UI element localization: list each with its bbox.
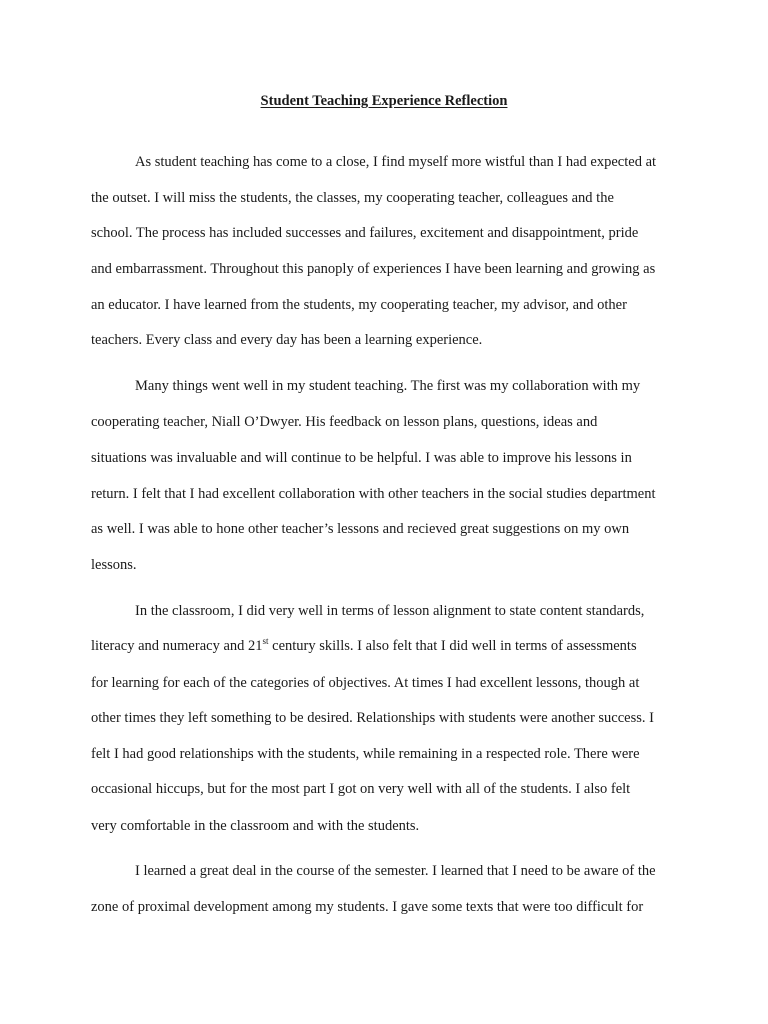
text-line: an educator. I have learned from the students, my cooperating teacher, my advisor, and other [91, 297, 627, 313]
text-line: as well. I was able to hone other teacher’s lessons and recieved great suggestions on my own [91, 521, 630, 537]
text-line: felt I had good relationships with the students, while remaining in a respected role. There were [91, 746, 640, 762]
text-line: As student teaching has come to a close, I find myself more wistful than I had expected at [135, 154, 657, 170]
text-segment: literacy and numeracy and 21 [91, 638, 263, 654]
superscript: st [262, 636, 269, 646]
text-segment: century skills. I also felt that I did well in terms of assessments [268, 638, 637, 654]
text-line: situations was invaluable and will continue to be helpful. I was able to improve his lessons in [91, 450, 632, 466]
text-line: Many things went well in my student teaching. The first was my collaboration with my [135, 378, 641, 394]
text-line: cooperating teacher, Niall O’Dwyer. His feedback on lesson plans, questions, ideas and [91, 414, 598, 430]
text-line: very comfortable in the classroom and with the students. [91, 818, 420, 834]
text-line: and embarrassment. Throughout this panoply of experiences I have been learning and growing as [91, 261, 656, 277]
text-line: lessons. [91, 557, 137, 573]
text-line: I learned a great deal in the course of the semester. I learned that I need to be aware of the [135, 863, 656, 879]
text-line: for learning for each of the categories of objectives. At times I had excellent lessons, though at [91, 675, 640, 691]
text-line: other times they left something to be desired. Relationships with students were another success. I [91, 710, 654, 726]
document-title: Student Teaching Experience Reflection [260, 93, 508, 109]
text-line: teachers. Every class and every day has been a learning experience. [91, 332, 483, 348]
text-line: the outset. I will miss the students, the classes, my cooperating teacher, colleagues and the [91, 190, 614, 206]
text-line: return. I felt that I had excellent collaboration with other teachers in the social studies department [91, 486, 656, 502]
text-line: school. The process has included successes and failures, excitement and disappointment, pride [91, 225, 639, 241]
text-line-with-superscript [91, 637, 637, 655]
text-line: In the classroom, I did very well in terms of lesson alignment to state content standards, [135, 603, 645, 619]
text-line: zone of proximal development among my students. I gave some texts that were too difficult for [91, 899, 644, 915]
text-line: occasional hiccups, but for the most part I got on very well with all of the students. I also felt [91, 781, 631, 797]
